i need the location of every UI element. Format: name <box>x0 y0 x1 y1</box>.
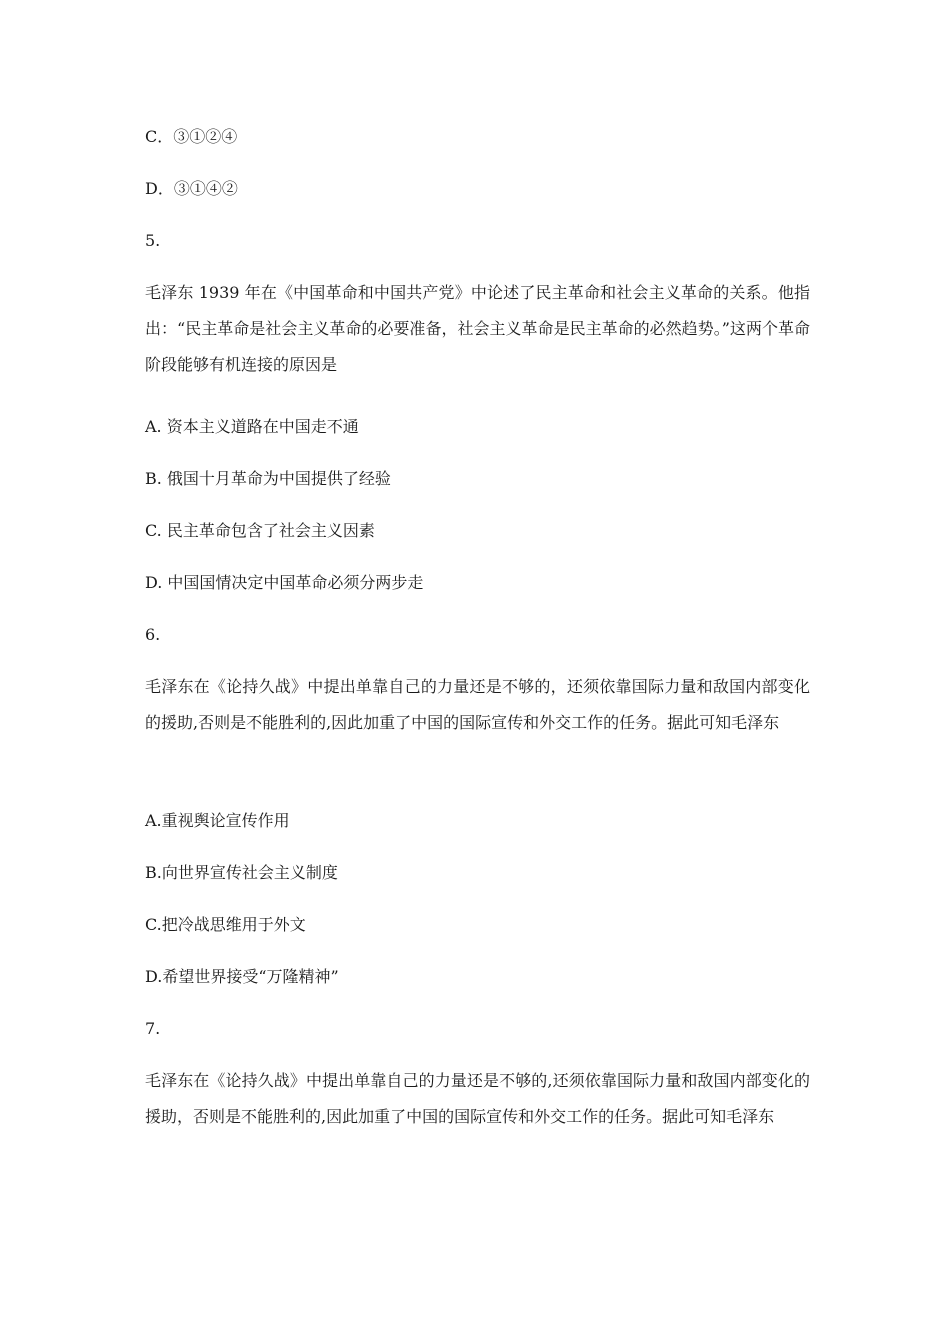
q5-stem: 毛泽东 1939 年在《中国革命和中国共产党》中论述了民主革命和社会主义革命的关系。他指出：“民主革命是社会主义革命的必要准备，社会主义革命是民主革命的必然趋势。”这两个革命阶段能够有机连接的原因是 <box>145 283 810 374</box>
q5-number: 5. <box>145 231 161 250</box>
q6-option-c: C.把冷战思维用于外文 <box>145 915 306 934</box>
q6-stem: 毛泽东在《论持久战》中提出单靠自己的力量还是不够的，还须依靠国际力量和敌国内部变化的援助,否则是不能胜利的,因此加重了中国的国际宣传和外交工作的任务。据此可知毛泽东 <box>145 677 810 732</box>
q4-option-c: C．③①②④ <box>145 127 238 146</box>
q5-option-a: A. 资本主义道路在中国走不通 <box>145 417 359 436</box>
q7-stem: 毛泽东在《论持久战》中提出单靠自己的力量还是不够的,还须依靠国际力量和敌国内部变化的援助，否则是不能胜利的,因此加重了中国的国际宣传和外交工作的任务。据此可知毛泽东 <box>145 1071 810 1126</box>
q6-option-d: D.希望世界接受“万隆精神” <box>145 967 339 986</box>
q6-number: 6. <box>145 625 161 644</box>
q6-option-b: B.向世界宣传社会主义制度 <box>145 863 338 882</box>
q4-option-d: D．③①④② <box>145 179 238 198</box>
q5-option-c: C. 民主革命包含了社会主义因素 <box>145 521 375 540</box>
q6-option-a: A.重视舆论宣传作用 <box>145 811 290 830</box>
q7-number: 7. <box>145 1019 161 1038</box>
q5-option-d: D. 中国国情决定中国革命必须分两步走 <box>145 573 424 592</box>
q5-option-b: B. 俄国十月革命为中国提供了经验 <box>145 469 391 488</box>
